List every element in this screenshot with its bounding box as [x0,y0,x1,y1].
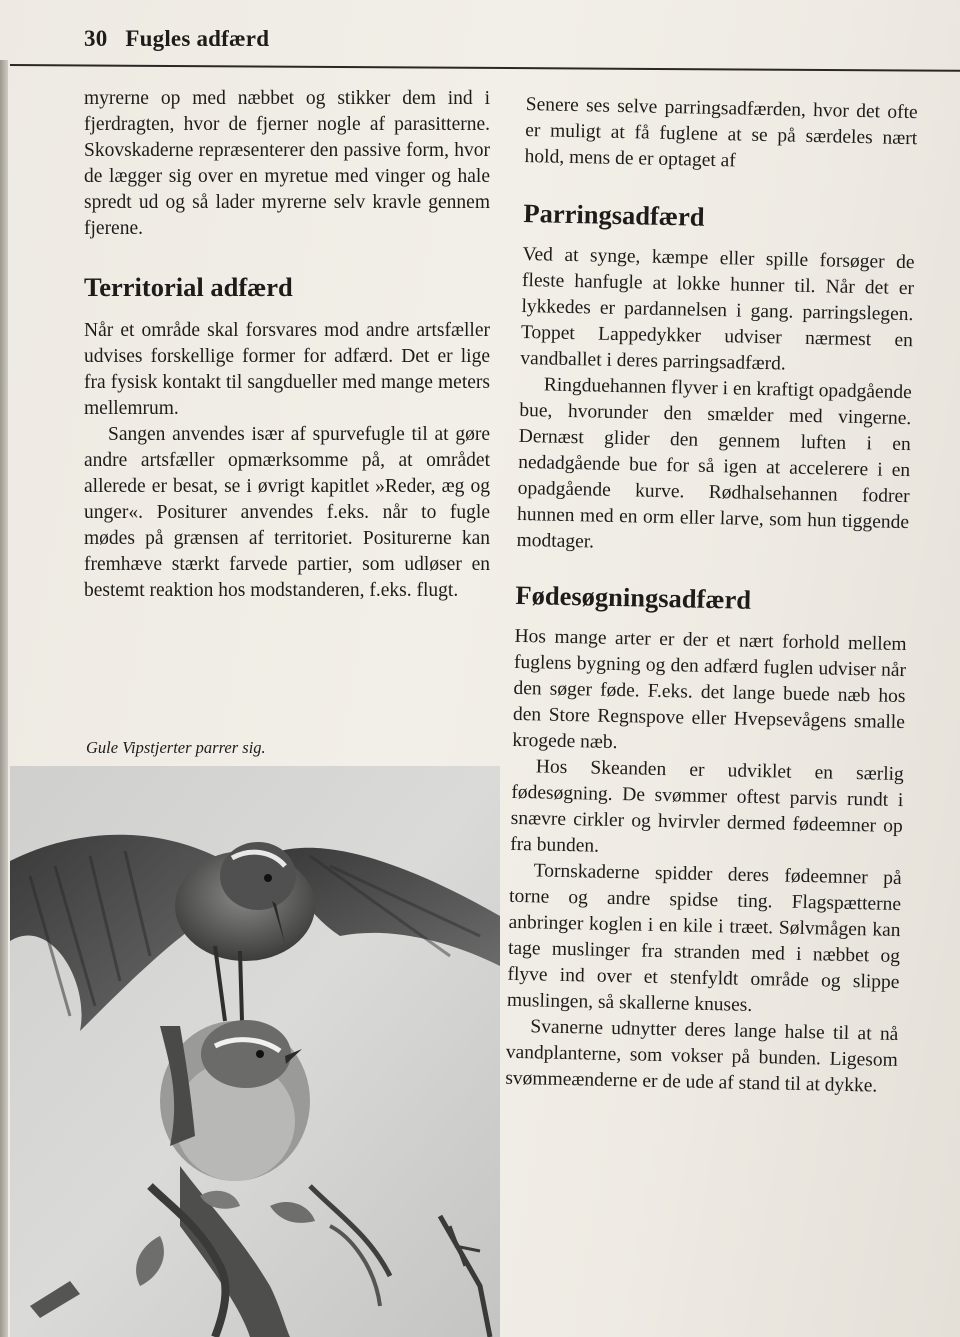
right-column [505,92,918,1100]
territorial-paragraph-1: Når et område skal forsvares mod andre artsfæller udvises forskellige former for adfærd. Det er lige fra fysisk kontakt til sangdueller med mange meters mellemrum. [84,320,490,419]
territorial-paragraph-2: Sangen anvendes især af spurvefugle til at gøre andre artsfæller opmærksomme på, at området allerede er besat, se i øvrigt kapitlet »Reder, æg og unger«. Positurer anvendes f.eks. når to fugle mødes på grænsen af territoriet. Positurerne kan fremhæve stærkt farvede partier, som udløser en bestemt reaktion hos modstanderen, f.eks. flugt. [84,424,490,601]
wagtails-illustration [10,766,500,1337]
page-edge-shadow [0,60,8,1337]
running-title: Fugles adfærd [125,26,270,51]
fode-paragraph-4: Svanerne udnytter deres lange halse til at nå vandplanterne, som vokser på bunden. Ligesom svømmeænderne er de ude af stand til at dykke. [505,1016,899,1097]
heading-parringsadfaerd: Parringsadfærd [523,197,705,232]
parring-paragraph-1: Ved at synge, kæmpe eller spille forsøger de fleste hanfugle at lokke hunner til. Når det er lykkedes er pardannelsen i gang. parringslegen. Toppet Lappedykker udviser nærmest en vandballet i deres parringsadfærd. [520,243,915,375]
parring-paragraph-2: Ringduehannen flyver i en kraftigt opadgående bue, hvorunder den smælder med vingerne. Dernæst glider den gennem luften i en nedadgående bue for så igen at accelerere i en opadgående kurve. Rødhalsehannen fodrer hunnen med en orm eller larve, som hun tiggende modtager. [516,374,913,553]
photo-wagtails-mating [10,766,500,1337]
left-column [84,86,490,604]
fode-paragraph-2: Hos Skeanden er udviklet en særlig fødesøgning. De svømmer oftest parvis rundt i snævre cirkler og hvirvler dermed fødeemner op fra bunden. [510,756,905,857]
right-intro-paragraph: Senere ses selve parringsadfærden, hvor det ofte er muligt at få fuglene at se på særdeles nært hold, mens de er optaget af [524,93,918,172]
fode-paragraph-1: Hos mange arter er der et nært forhold mellem fuglens bygning og den adfærd fuglen udviser når den søger føde. F.eks. det lange buede næb hos den Store Regnspove eller Hvepsevågens smalle krogede næb. [512,625,907,754]
fode-paragraph-3: Tornskaderne spidder deres fødeemner på torne og andre spidse ting. Flagspætterne anbringer koglen i en kile i træet. Sølvmågen kan tage muslinger fra stranden med i næbbet og flyve ind over et stenfyldt område og slippe muslingen, så skallerne knuses. [506,860,902,1016]
heading-fodesogningsadfaerd: Fødesøgningsadfærd [515,579,752,615]
page-number: 30 [84,26,108,51]
header-rule [10,64,960,72]
heading-territorial: Territorial adfærd [84,272,293,302]
running-header [84,26,269,52]
left-intro-paragraph: myrerne op med næbbet og stikker dem ind i fjerdragten, hvor de fjerner nogle af parasitterne. Skovskaderne repræsenterer den passive form, hvor de lægger sig over en myretue med vinger og hale spredt ud og så lader myrerne selv kravle gennem fjerene. [84,88,490,239]
figure-caption: Gule Vipstjerter parrer sig. [86,738,266,757]
